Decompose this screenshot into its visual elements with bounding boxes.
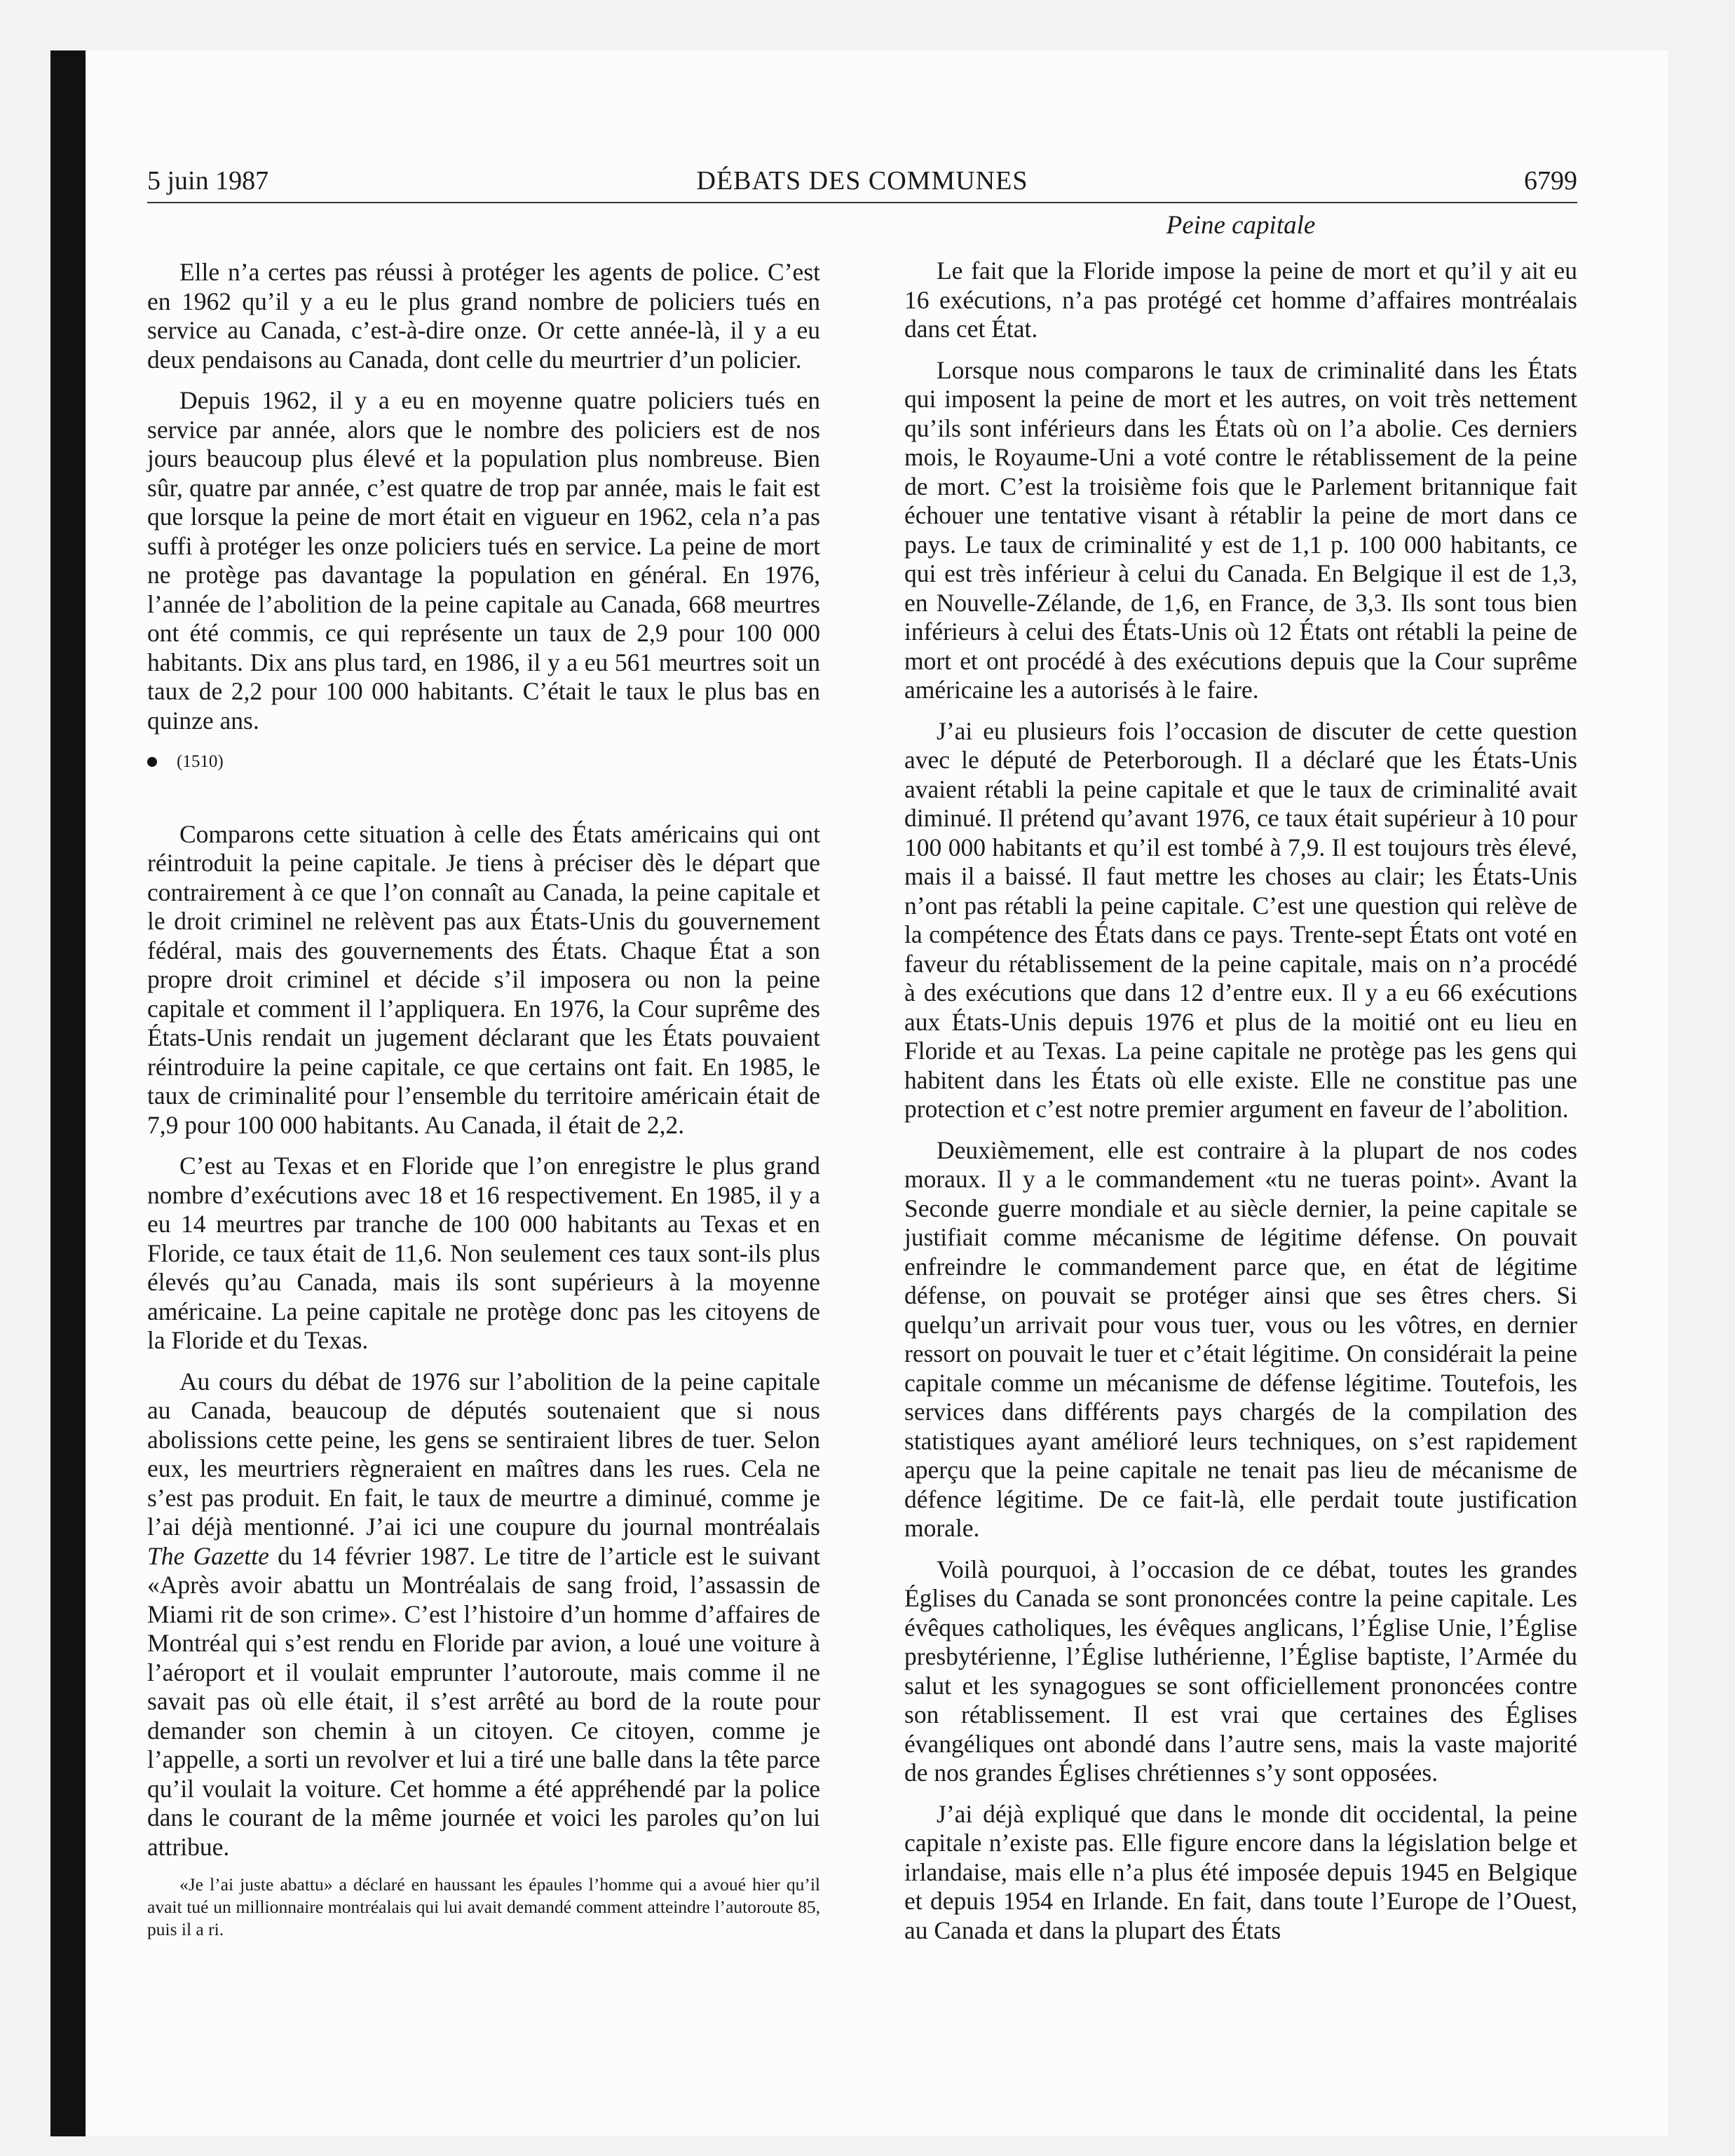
header-date: 5 juin 1987	[147, 166, 269, 196]
newspaper-title: The Gazette	[147, 1541, 269, 1570]
header-page-number: 6799	[1524, 166, 1577, 196]
paragraph: Elle n’a certes pas réussi à protéger les agents de police. C’est en 1962 qu’il y a eu le plus grand nombre de policiers tués en service au Canada, c’est-à-dire onze. Or cette année-là, il y a eu deux pendaisons au Canada, dont celle du meurtrier d’un policier.	[147, 258, 820, 374]
paragraph: Depuis 1962, il y a eu en moyenne quatre policiers tués en service par année, alors que le nombre des policiers est de nos jours beaucoup plus élevé et la population plus nombreuse. Bien sûr, quatre par année, c’est quatre de trop par année, mais le fait est que lorsque la peine de mort était en vigueur en 1962, cela n’a pas suffi à protéger les onze policiers tués en service. La peine de mort ne protège pas davantage la population en général. En 1976, l’année de l’abolition de la peine capitale au Canada, 668 meurtres ont été commis, ce qui représente un taux de 2,9 pour 100 000 habitants. Dix ans plus tard, en 1986, il y a eu 561 meurtres soit un taux de 2,2 pour 100 000 habitants. C’était le taux le plus bas en quinze ans.	[147, 386, 820, 735]
header-title: DÉBATS DES COMMUNES	[696, 166, 1028, 196]
paragraph: Lorsque nous comparons le taux de criminalité dans les États qui imposent la peine de mort et les autres, on voit très nettement qu’ils sont inférieurs dans les États où on l’a abolie. Ces derniers mois, le Royaume-Uni a voté contre le rétablissement de la peine de mort. C’est la troisième fois que le Parlement britannique fait échouer une tentative visant à rétablir la peine de mort dans ce pays. Le taux de criminalité y est de 1,1 p. 100 000 habitants, ce qui est très inférieur à celui du Canada. En Belgique il est de 1,3, en Nouvelle-Zélande, de 1,6, en France, de 3,3. Ils sont tous bien inférieurs à celui des États-Unis où 12 États ont rétabli la peine de mort et ont procédé à des exécutions depuis que la Cour suprême américaine les a autorisés à le faire.	[904, 355, 1577, 704]
paragraph: J’ai déjà expliqué que dans le monde dit occidental, la peine capitale n’existe pas. Elle figure encore dans la législation belge et irlandaise, mais elle n’a plus été imposée depuis 1945 en Belgique et depuis 1954 en Irlande. En fait, dans toute l’Europe de l’Ouest, au Canada et dans la plupart des États	[904, 1799, 1577, 1944]
time-marker-label: (1510)	[177, 752, 224, 771]
paragraph: C’est au Texas et en Floride que l’on enregistre le plus grand nombre d’exécutions avec 18 et 16 respectivement. En 1985, il y a eu 14 meurtres par tranche de 100 000 habitants au Texas et en Floride, ce taux était de 11,6. Non seulement ces taux sont-ils plus élevés qu’au Canada, mais ils sont supérieurs à la moyenne américaine. La peine capitale ne protège donc pas les citoyens de la Floride et du Texas.	[147, 1152, 820, 1354]
paragraph: Le fait que la Floride impose la peine de mort et qu’il y ait eu 16 exécutions, n’a pas protégé cet homme d’affaires montréalais dans cet État.	[904, 257, 1577, 343]
block-quote: «Je l’ai juste abattu» a déclaré en haussant les épaules l’homme qui a avoué hier qu’il avait tué un millionnaire montréalais qui lui avait demandé comment atteindre l’autoroute 85, puis il a ri.	[147, 1874, 820, 1939]
paragraph: Voilà pourquoi, à l’occasion de ce débat, toutes les grandes Églises du Canada se sont prononcées contre la peine capitale. Les évêques catholiques, les évêques anglicans, l’Église Unie, l’Église presbytérienne, l’Église luthérienne, l’Église baptiste, l’Armée du salut et les synagogues se sont officiellement prononcées contre son rétablissement. Il est vrai que certaines des Églises évangéliques ont abondé dans l’autre sens, mais la vaste majorité de nos grandes Églises chrétiennes s’y sont opposées.	[904, 1555, 1577, 1787]
right-column	[904, 210, 1577, 1957]
left-column	[147, 258, 820, 1953]
header-rule	[147, 202, 1577, 203]
bullet-dot-icon	[147, 757, 157, 767]
running-header	[147, 165, 1577, 205]
paragraph: J’ai eu plusieurs fois l’occasion de discuter de cette question avec le député de Peterborough. Il a déclaré que les États-Unis avaient rétabli la peine capitale et que le taux de criminalité avait diminué. Il prétend qu’avant 1976, ce taux était supérieur à 10 pour 100 000 habitants et qu’il est tombé à 7,9. Il est toujours très élevé, mais il a baissé. Il faut mettre les choses au clair; les États-Unis n’ont pas rétabli la peine capitale. C’est une question qui relève de la compétence des États dans ce pays. Trente-sept États ont voté en faveur du rétablissement de la peine capitale, mais on n’a procédé à des exécutions que dans 12 d’entre eux. Il y a eu 66 exécutions aux États-Unis depuis 1976 et plus de la moitié ont eu lieu en Floride et au Texas. La peine capitale ne protège pas les gens qui habitent dans les États où elle existe. Elle ne constitue pas une protection et c’est notre premier argument en faveur de l’abolition.	[904, 716, 1577, 1123]
paragraph	[147, 1367, 820, 1862]
paragraph-text: du 14 février 1987. Le titre de l’article est le suivant «Après avoir abattu un Montréalais de sang froid, l’assassin de Miami rit de son crime». C’est l’histoire d’un homme d’affaires de Montréal qui s’est rendu en Floride par avion, a loué une voiture à l’aéroport et il voulait emprunter l’autoroute, mais comme il ne savait pas où elle était, il s’est arrêté au bord de la route pour demander son chemin à un citoyen. Ce citoyen, comme je l’appelle, a sorti un revolver et lui a tiré une balle dans la tête parce qu’il voulait la voiture. Cet homme a été appréhendé par la police dans le courant de la même journée et voici les paroles qu’on lui attribue.	[147, 1541, 820, 1861]
time-marker	[147, 747, 820, 777]
paragraph: Deuxièmement, elle est contraire à la plupart de nos codes moraux. Il y a le commandement «tu ne tueras point». Avant la Seconde guerre mondiale et au siècle dernier, la peine capitale se justifiait comme mécanisme de légitime défense. On pouvait enfreindre le commandement parce que, en état de légitime défense, on pouvait se protéger ainsi que ses êtres chers. Si quelqu’un arrivait pour vous tuer, vous ou les vôtres, en dernier ressort on pouvait le tuer et c’était légitime. On considérait la peine capitale comme un mécanisme de défense légitime. Toutefois, les services dans différents pays chargés de la compilation des statistiques ayant amélioré leurs techniques, on s’est rapidement aperçu que la peine capitale ne tenait pas lieu de mécanisme de défence légitime. De ce fait-là, elle perdait toute justification morale.	[904, 1135, 1577, 1542]
paragraph: Comparons cette situation à celle des États américains qui ont réintroduit la peine capitale. Je tiens à préciser dès le départ que contrairement à ce que l’on connaît au Canada, la peine capitale et le droit criminel ne relèvent pas aux États-Unis du gouvernement fédéral, mais des gouvernements des États. Chaque État a son propre droit criminel et décide s’il imposera ou non la peine capitale et comment il l’appliquera. En 1976, la Cour suprême des États-Unis rendait un jugement déclarant que les États pouvaient réintroduire la peine capitale, ce que certains ont fait. En 1985, le taux de criminalité pour l’ensemble du territoire américain était de 7,9 pour 100 000 habitants. Au Canada, il était de 2,2.	[147, 819, 820, 1139]
scan-binding-edge	[50, 50, 86, 2136]
section-heading: Peine capitale	[1166, 211, 1316, 240]
paragraph-text: Au cours du débat de 1976 sur l’abolition de la peine capitale au Canada, beaucoup de députés soutenaient que si nous abolissions cette peine, les gens se sentiraient libres de tuer. Selon eux, les meurtriers règneraient en maîtres dans les rues. Cela ne s’est pas produit. En fait, le taux de meurtre a diminué, comme je l’ai déjà mentionné. J’ai ici une coupure du journal montréalais	[147, 1367, 820, 1541]
